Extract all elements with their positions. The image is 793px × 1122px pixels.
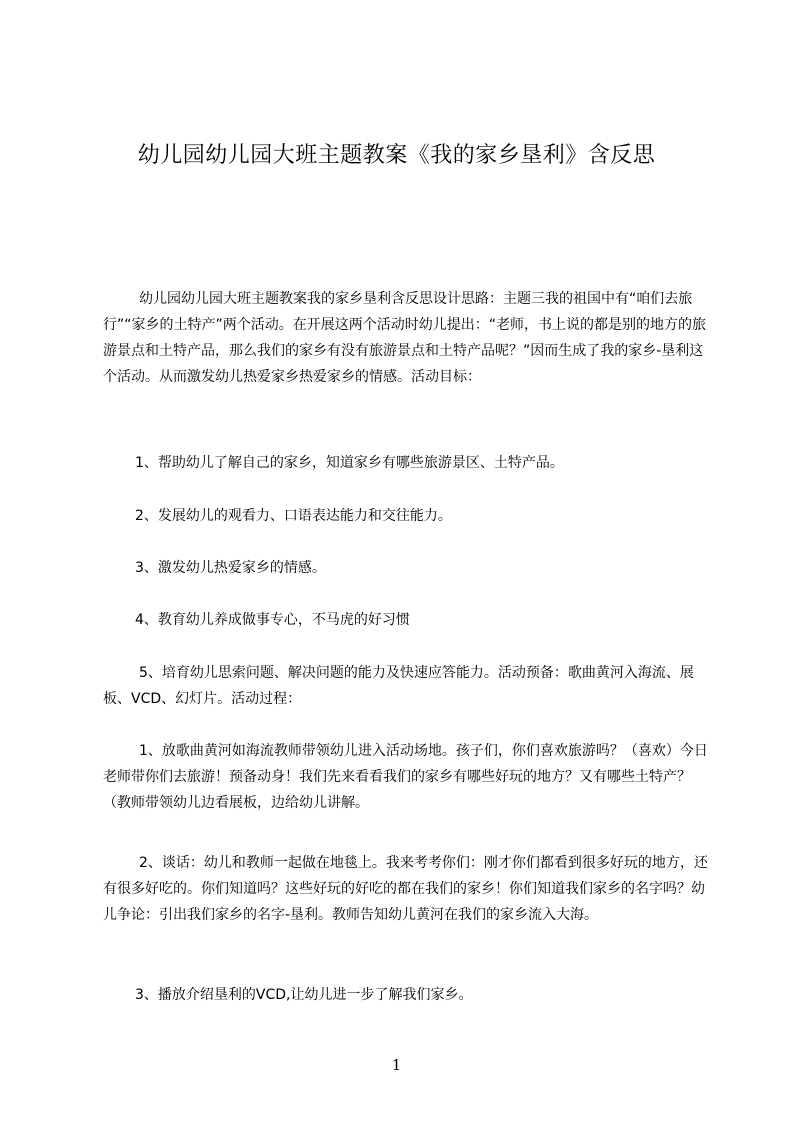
goal-item-2: 2、发展幼儿的观看力、口语表达能力和交往能力。	[135, 508, 452, 524]
process-step-2: 2、谈话：幼儿和教师一起做在地毯上。我来考考你们：刚才你们都看到很多好玩的地方，还有很多好吃的。你们知道吗？这些好玩的好吃的都在我们的家乡！你们知道我们家乡的名字吗？幼儿争论：引出我们家乡的名字-垦利。教师告知幼儿黄河在我们的家乡流入大海。	[103, 855, 708, 923]
goal-item-5: 5、培育幼儿思索问题、解决问题的能力及快速应答能力。活动预备：歌曲黄河入海流、展板、VCD、幻灯片。活动过程：	[103, 665, 694, 707]
goal-item-4: 4、教育幼儿养成做事专心，不马虎的好习惯	[135, 612, 410, 628]
goal-item-3: 3、激发幼儿热爱家乡的情感。	[135, 560, 326, 576]
page-number: 1	[391, 1056, 402, 1074]
process-step-1: 1、放歌曲黄河如海流教师带领幼儿进入活动场地。孩子们，你们喜欢旅游吗？（喜欢）今日老师带你们去旅游！预备动身！我们先来看看我们的家乡有哪些好玩的地方？又有哪些土特产？（教师带领幼儿边看展板，边给幼儿讲解。	[103, 743, 708, 811]
intro-paragraph: 幼儿园幼儿园大班主题教案我的家乡垦利含反思设计思路：主题三我的祖国中有“咱们去旅行”“家乡的土特产”两个活动。在开展这两个活动时幼儿提出：“老师，书上说的都是别的地方的旅游景点和土特产品，那么我们的家乡有没有旅游景点和土特产品呢？”因而生成了我的家乡-垦利这个活动。从而激发幼儿热爱家乡热爱家乡的情感。活动目标：	[103, 291, 707, 385]
goal-item-1: 1、帮助幼儿了解自己的家乡，知道家乡有哪些旅游景区、土特产品。	[135, 455, 564, 471]
process-step-3: 3、播放介绍垦利的VCD,让幼儿进一步了解我们家乡。	[135, 987, 473, 1003]
document-title: 幼儿园幼儿园大班主题教案《我的家乡垦利》含反思	[137, 143, 656, 168]
